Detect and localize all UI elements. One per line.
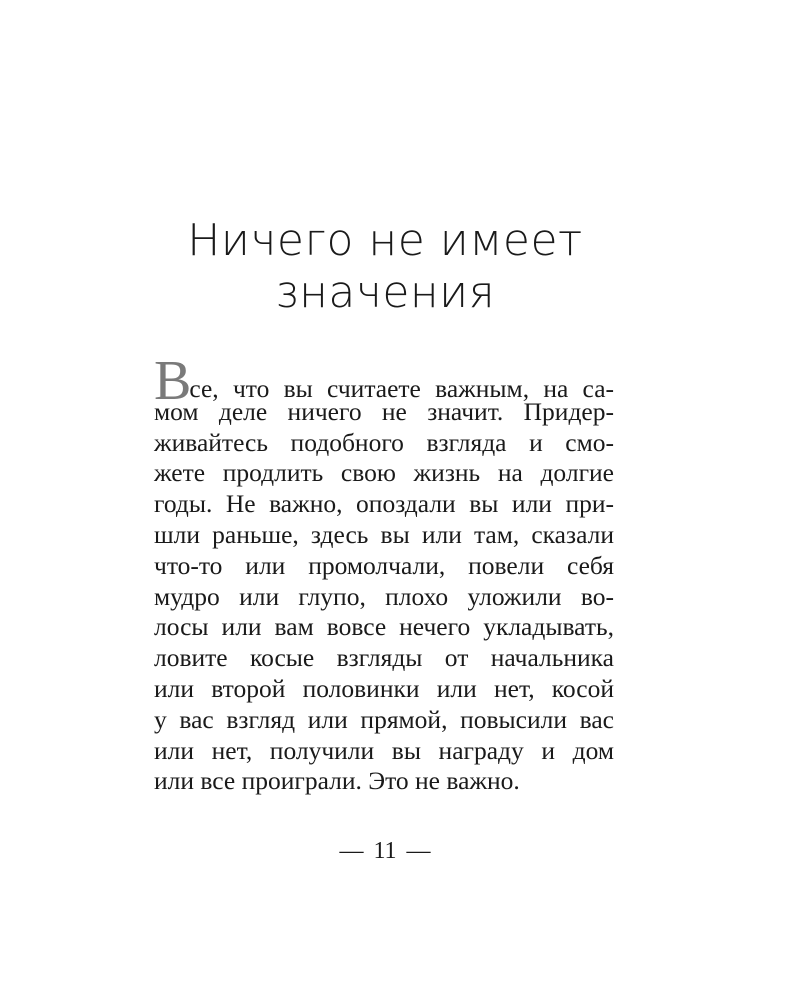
body-line: живайтесь подобного взгляда и смо- [154,427,614,457]
body-line: жете продлить свою жизнь на долгие [154,458,614,488]
body-line: шли раньше, здесь вы или там, сказали [154,519,614,549]
body-line: у вас взгляд или прямой, повысили вас [154,704,614,734]
body-line: мом деле ничего не значит. Придер- [154,396,614,426]
body-line: лосы или вам вовсе нечего укладывать, [154,612,614,642]
body-line: или нет, получили вы награду и дом [154,735,614,765]
body-line: что-то или промолчали, повели себя [154,550,614,580]
body-line: годы. Не важно, опоздали вы или при- [154,489,614,519]
page-number [0,838,770,865]
body-line: или все проиграли. Это не важно. [154,766,520,796]
page-number-value: 11 [373,838,397,864]
page-number-dash-right: — [406,838,431,864]
body-line-text: се, что вы считаете важным, на са- [189,374,614,403]
body-line: или второй половинки или нет, косой [154,673,614,703]
body-line: ловите косые взгляды от начальника [154,643,614,673]
body-line: мудро или глупо, плохо уложили во- [154,581,614,611]
chapter-title-line-1: Ничего не имеет [187,215,583,267]
chapter-title [0,215,770,319]
drop-cap: В [154,350,192,412]
chapter-title-line-2: значения [274,267,496,319]
page-number-dash-left: — [339,838,364,864]
body-paragraph [154,350,614,797]
